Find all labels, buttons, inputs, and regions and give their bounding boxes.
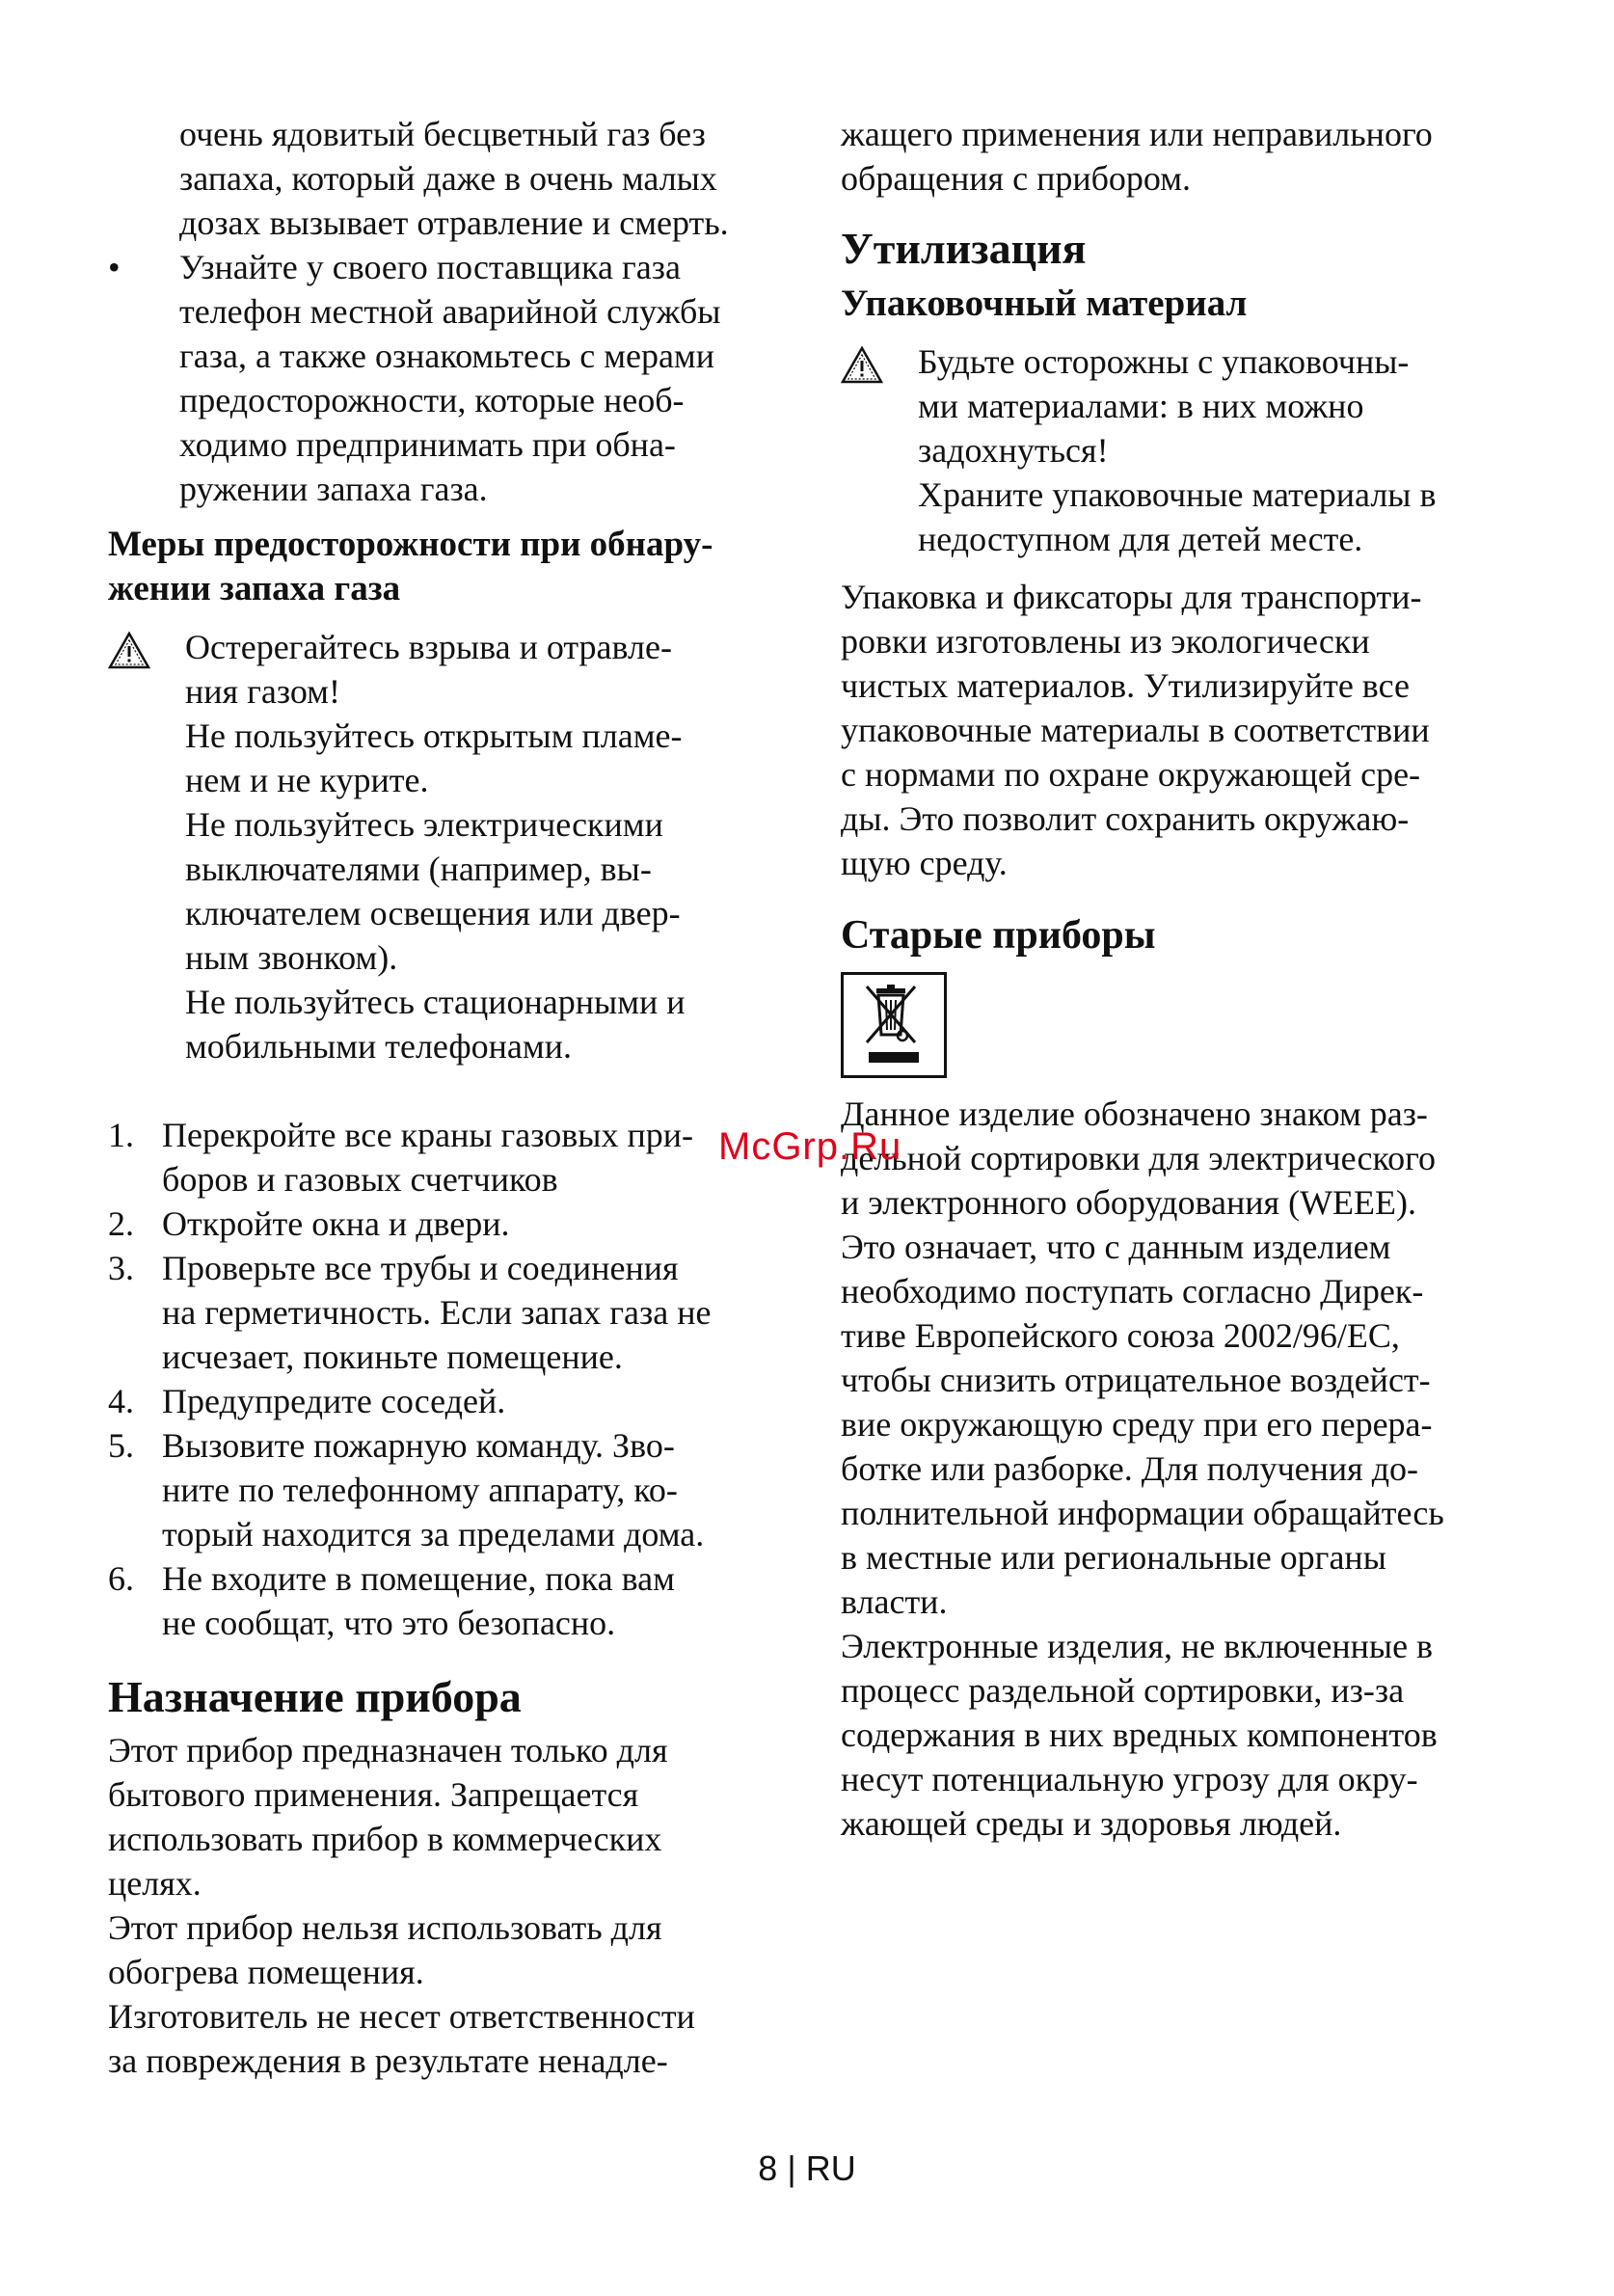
text-line: Храните упаковочные материалы в [918,475,1437,514]
text-line: запаха, который даже в очень малых [179,159,717,198]
text-line: не сообщат, что это безопасно. [162,1604,616,1642]
text-line: Не пользуйтесь стационарными и [185,983,686,1021]
gas-measures-heading [108,523,802,611]
text-line: необходимо поступать согласно Дирек- [841,1272,1424,1310]
language-code: RU [805,2148,856,2188]
packaging-warning-block [841,339,1535,561]
purpose-paragraph [108,1728,802,2083]
text-line: ды. Это позволит сохранить окружаю- [841,799,1410,838]
text-line: исчезает, покиньте помещение. [162,1337,623,1376]
right-column [841,112,1535,1846]
packaging-heading: Упаковочный материал [841,283,1248,324]
text-line: жащего применения или неправильного [841,115,1433,153]
text-line: жающей среды и здоровья людей. [841,1804,1342,1843]
text-line: ружении запаха газа. [179,470,488,508]
text-line: обогрева помещения. [108,1953,424,1991]
purpose-heading: Назначение прибора [108,1672,522,1721]
text-line: телефон местной аварийной службы [179,292,721,331]
list-item [108,1113,802,1202]
text-line: газа, а также ознакомьтесь с мерами [179,337,714,375]
heading-line: жении запаха газа [108,569,401,608]
text-line: Это означает, что с данным изделием [841,1228,1391,1266]
watermark: McGrp.Ru [718,1125,902,1168]
text-line: содержания в них вредных компонентов [841,1715,1438,1754]
text-line: власти. [841,1582,948,1621]
text-line: Изготовитель не несет ответственности [108,1997,695,2036]
text-line: ключателем освещения или двер- [185,894,681,932]
text-line: Остерегайтесь взрыва и отравле- [185,628,672,666]
step-number: 5. [108,1426,134,1465]
warning-triangle-icon [108,631,150,669]
text-line: Не пользуйтесь электрическими [185,805,663,844]
text-line: Не входите в помещение, пока вам [162,1559,675,1598]
step-number: 4. [108,1382,134,1420]
text-line: Откройте окна и двери. [162,1204,510,1243]
text-line: боров и газовых счетчиков [162,1160,558,1199]
text-line: Будьте осторожны с упаковочны- [918,342,1410,381]
text-line: дельной сортировки для электрического [841,1139,1436,1177]
text-line: процесс раздельной сортировки, из-за [841,1671,1405,1710]
text-line: Упаковка и фиксаторы для транспорти- [841,578,1422,616]
text-line: торый находится за пределами дома. [162,1515,705,1553]
text-line: использовать прибор в коммерческих [108,1820,662,1858]
text-line: нем и не курите. [185,761,429,799]
text-line: ровки изготовлены из экологически [841,622,1370,661]
text-line: мобильными телефонами. [185,1027,572,1066]
disposal-heading: Утилизация [841,224,1087,273]
text-line: Проверьте все трубы и соединения [162,1249,679,1287]
warning-triangle-icon [841,345,883,384]
text-line: недоступном для детей месте. [918,520,1363,558]
text-line: несут потенциальную угрозу для окру- [841,1760,1418,1798]
heading-line: Меры предосторожности при обнару- [108,525,713,564]
text-line: Перекройте все краны газовых при- [162,1116,693,1154]
text-line: упаковочные материалы в соответствии [841,711,1430,749]
list-item [108,1423,802,1556]
list-item [108,1556,802,1645]
list-item [108,1202,802,1246]
text-line: обращения с прибором. [841,159,1192,198]
text-line: бытового применения. Запрещается [108,1775,639,1814]
crossed-out-bin-icon [844,975,944,1075]
step-number: 3. [108,1249,134,1287]
footer-separator: | [787,2148,796,2188]
text-line: за повреждения в результате ненадле- [108,2041,668,2080]
text-line: и электронного оборудования (WEEE). [841,1183,1417,1222]
text-line: на герметичность. Если запах газа не [162,1293,712,1332]
text-line: ным звонком). [185,938,398,977]
purpose-continued-paragraph [841,112,1535,201]
page-footer [0,2148,1614,2189]
gas-steps-list [108,1113,802,1645]
step-number: 1. [108,1116,134,1154]
text-line: дозах вызывает отравление и смерть. [179,203,729,242]
text-line: ните по телефонному аппарату, ко- [162,1471,678,1509]
text-line: Предупредите соседей. [162,1382,506,1420]
text-line: задохнуться! [918,431,1109,470]
text-line: целях. [108,1864,202,1903]
text-line: ми материалами: в них можно [918,387,1364,425]
text-line: ния газом! [185,672,340,711]
gas-warning-block [108,625,802,1068]
text-line: Узнайте у своего поставщика газа [179,248,681,286]
bullet-mark: • [108,248,121,286]
text-line: ботке или разборке. Для получения до- [841,1449,1419,1488]
text-line: вие окружающую среду при его перера- [841,1405,1433,1444]
text-line: очень ядовитый бесцветный газ без [179,115,706,153]
text-line: Этот прибор нельзя использовать для [108,1908,662,1947]
text-line: в местные или региональные органы [841,1538,1386,1577]
weee-paragraph [841,1092,1535,1846]
gas-intro-paragraph [108,112,802,245]
text-line: полнительной информации обращайтесь [841,1494,1444,1532]
text-line: Электронные изделия, не включенные в [841,1627,1434,1665]
list-item [108,1246,802,1379]
step-number: 2. [108,1204,134,1243]
text-line: Этот прибор предназначен только для [108,1731,668,1769]
step-number: 6. [108,1559,134,1598]
weee-symbol [841,972,947,1078]
text-line: Не пользуйтесь открытым пламе- [185,716,683,755]
left-column [108,112,802,2083]
text-line: ходимо предпринимать при обна- [179,425,676,464]
packaging-paragraph [841,575,1535,885]
page-number: 8 [758,2148,778,2188]
gas-supplier-bullet [108,245,802,511]
text-line: Вызовите пожарную команду. Зво- [162,1426,675,1465]
text-line: чистых материалов. Утилизируйте все [841,666,1410,705]
text-line: тиве Европейского союза 2002/96/EC, [841,1316,1400,1355]
old-devices-heading: Старые приборы [841,913,1156,958]
text-line: чтобы снизить отрицательное воздейст- [841,1361,1431,1399]
text-line: предосторожности, которые необ- [179,381,685,419]
text-line: выключателями (например, вы- [185,850,652,888]
text-line: щую среду. [841,844,1008,882]
text-line: Данное изделие обозначено знаком раз- [841,1094,1428,1133]
list-item [108,1379,802,1423]
text-line: с нормами по охране окружающей сре- [841,755,1421,794]
